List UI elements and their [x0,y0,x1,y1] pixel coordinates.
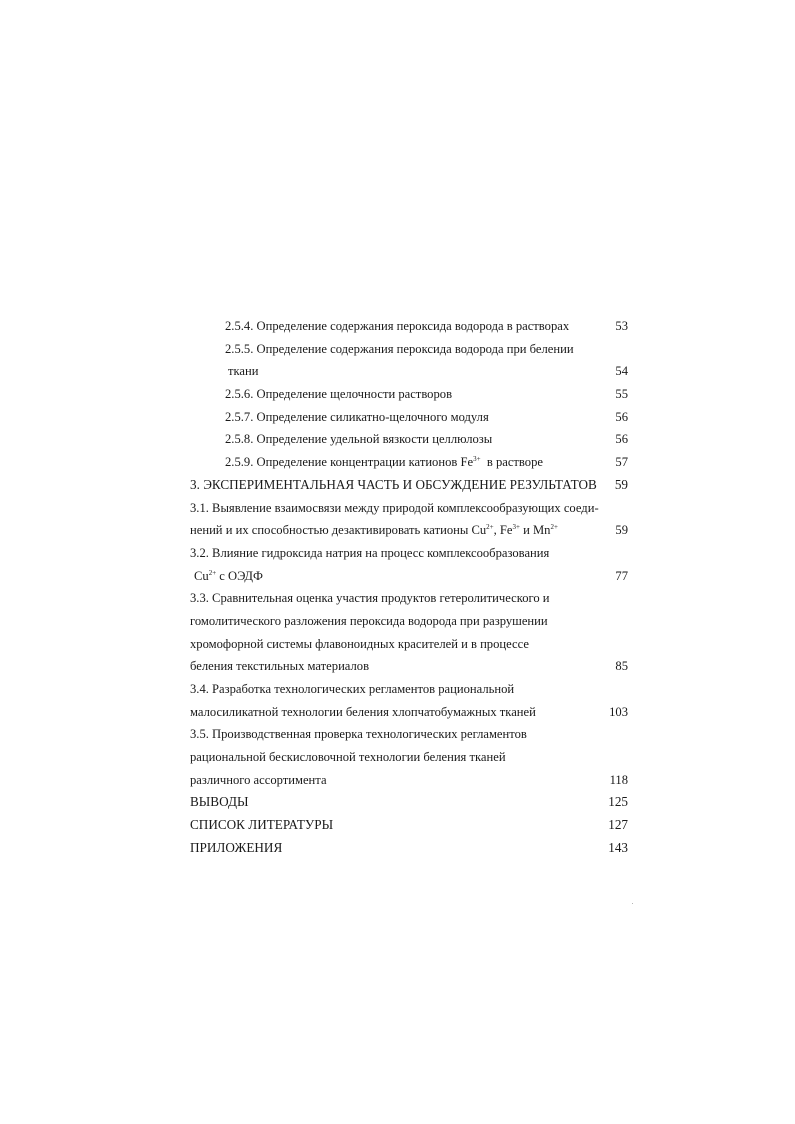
toc-entry-title: 3.3. Сравнительная оценка участия продуктов гетеролитического и [190,591,550,606]
toc-entry-title: 3.2. Влияние гидроксида натрия на процесс комплексообразования [190,545,550,560]
toc-entry-3-3-line3 [190,633,630,656]
toc-entry-title-text: , Fe [493,523,513,538]
toc-entry-3-2-line1 [190,542,630,565]
toc-entry-title: 3.1. Выявление взаимосвязи между природой комплексообразующих соеди- [190,500,599,515]
toc-entry-title: гомолитического разложения пероксида водорода при разрушении [190,613,548,628]
toc-entry-appendices [190,837,630,860]
toc-page-number: 118 [609,772,628,787]
toc-entry-title: ткани [228,364,259,379]
toc-entry-3-1-line2 [190,519,630,542]
ion-charge: 2+ [550,523,558,532]
toc-page-number: 55 [615,387,628,402]
toc-entry-title: различного ассортимента [190,772,327,787]
toc-entry-title: 3.5. Производственная проверка технологических регламентов [190,727,527,742]
ion-charge: 3+ [512,523,520,532]
toc-entry-title: ПРИЛОЖЕНИЯ [190,839,283,855]
toc-page-number: 77 [615,568,628,583]
toc-entry-3-2-line2 [190,565,630,588]
toc-entry-title: 3.4. Разработка технологических регламентов рациональной [190,682,515,696]
toc-entry-3-3-line4 [190,655,630,678]
toc-entry-2-5-5-line2 [190,360,630,383]
toc-entry-3-4-line1 [190,678,630,701]
toc-entry-title [194,565,263,588]
toc-page-number: 103 [609,704,628,719]
toc-entry-2-5-6 [190,383,630,406]
toc-entry-title: 2.5.6. Определение щелочности растворов [225,387,453,402]
toc-entry-title [225,451,543,474]
toc-page-number: 54 [615,364,628,379]
toc-entry-title: 2.5.4. Определение содержания пероксида водорода в растворах [225,319,570,333]
toc-entry-title-text: 2.5.9. Определение концентрации катионов Fe [225,455,474,470]
toc-entry-title: рациональной бескисловочной технологии беления тканей [190,750,506,765]
toc-entry-title: 2.5.5. Определение содержания пероксида водорода при белении [225,341,574,356]
toc-entry-3-3-line1 [190,587,630,610]
toc-page-number: 125 [608,794,628,810]
toc-entry-3-4-line2 [190,701,630,724]
toc-entry-title: СПИСОК ЛИТЕРАТУРЫ [190,817,334,833]
toc-entry-2-5-9 [190,451,630,474]
toc-entry-title: ВЫВОДЫ [190,794,249,810]
toc-entry-2-5-8 [190,428,630,451]
toc-page-number: 53 [615,319,628,333]
toc-page-number: 56 [615,409,628,424]
toc-page-number: 59 [614,476,628,492]
scan-speck [632,903,633,904]
toc-entry-title-text: и Mn [519,523,551,538]
toc-entry-3-5-line2 [190,746,630,769]
ion-charge: 2+ [486,523,494,532]
toc-entry-title-text: с ОЭДФ [216,568,263,583]
toc-entry-title-text: нений и их способностью дезактивировать катионы Cu [190,523,487,538]
toc-entry-title [190,519,558,542]
toc-entry-title: 2.5.8. Определение удельной вязкости целлюлозы [225,432,493,447]
toc-entry-references [190,814,630,837]
toc-entry-2-5-4 [190,315,630,338]
toc-entry-3-5-line3 [190,769,630,792]
toc-page-number: 127 [608,817,628,833]
toc-page-number: 143 [608,839,628,855]
table-of-contents [190,315,630,860]
toc-page-number: 56 [615,432,628,447]
toc-entry-title: 2.5.7. Определение силикатно-щелочного модуля [225,409,489,424]
toc-entry-3-5-line1 [190,723,630,746]
toc-entry-3-1-line1 [190,497,630,520]
toc-page-number: 59 [615,523,628,538]
toc-entry-3 [190,474,630,497]
toc-entry-title: малосиликатной технологии беления хлопчатобумажных тканей [190,704,536,719]
toc-entry-2-5-5-line1 [190,338,630,361]
toc-entry-3-3-line2 [190,610,630,633]
toc-entry-title-text: в растворе [480,455,543,470]
ion-charge: 3+ [473,455,481,464]
toc-page-number: 85 [615,659,628,674]
toc-page-number: 57 [615,455,628,470]
toc-entry-2-5-7 [190,406,630,429]
ion-charge: 2+ [208,568,217,577]
toc-entry-title-text: Cu [194,568,209,583]
toc-entry-title: хромофорной системы флавоноидных красителей и в процессе [190,636,529,651]
toc-entry-title: 3. ЭКСПЕРИМЕНТАЛЬНАЯ ЧАСТЬ И ОБСУЖДЕНИЕ РЕЗУЛЬТАТОВ [190,476,597,492]
toc-entry-title: беления текстильных материалов [190,659,370,674]
toc-entry-conclusions [190,791,630,814]
